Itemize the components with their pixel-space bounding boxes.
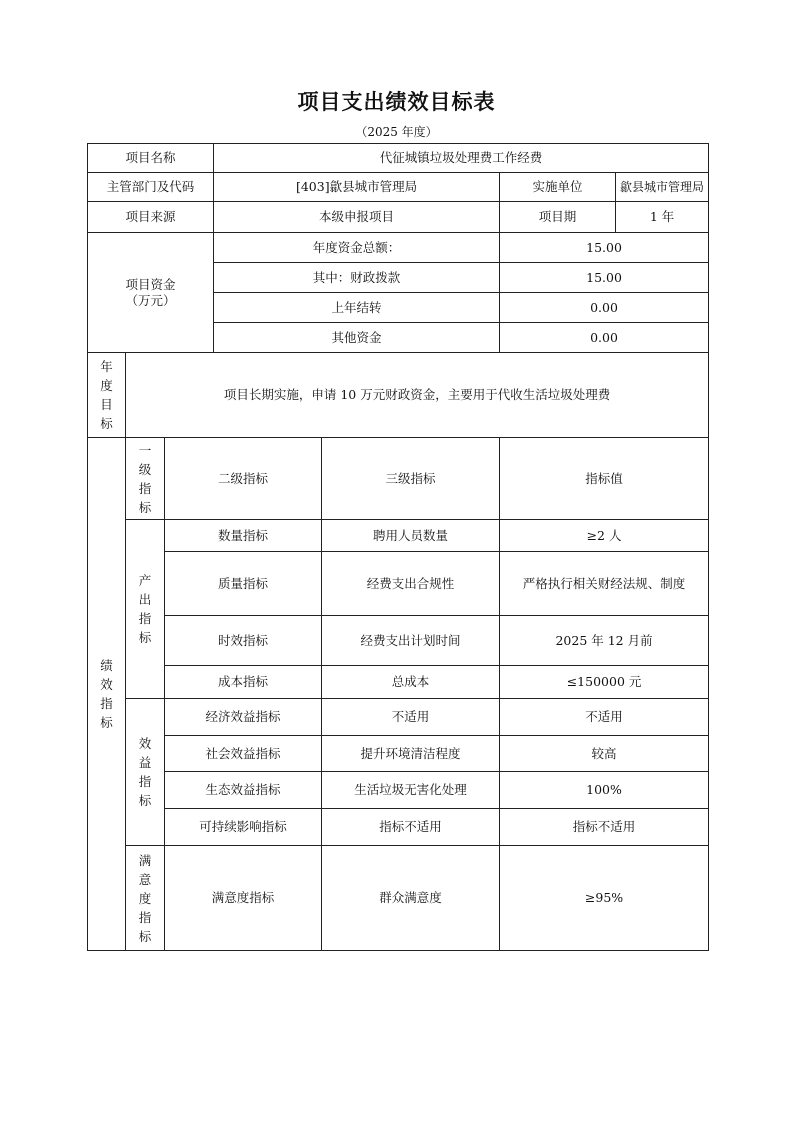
output-l2: 数量指标 <box>165 520 322 552</box>
fund-value: 15.00 <box>500 263 709 293</box>
benefit-l3: 不适用 <box>322 699 500 736</box>
benefit-l2: 生态效益指标 <box>165 772 322 809</box>
project-name-value: 代征城镇垃圾处理费工作经费 <box>214 144 709 173</box>
fund-label: 其他资金 <box>214 323 500 353</box>
benefit-l2: 可持续影响指标 <box>165 809 322 846</box>
satisfaction-l3: 群众满意度 <box>322 846 500 951</box>
annual-goal-row <box>88 353 709 438</box>
funds-row-0 <box>88 233 709 263</box>
perf-label: 绩 效 指 标 <box>88 438 126 951</box>
output-l3: 经费支出合规性 <box>322 552 500 616</box>
funds-unit: （万元） <box>125 292 176 308</box>
benefit-row-2 <box>88 772 709 809</box>
output-row-0 <box>88 520 709 552</box>
funds-label: 项目资金 <box>125 276 176 292</box>
output-l3: 聘用人员数量 <box>322 520 500 552</box>
indicator-header-row <box>88 438 709 520</box>
output-value: ≤150000 元 <box>500 666 709 699</box>
source-value: 本级申报项目 <box>214 202 500 233</box>
output-l2: 时效指标 <box>165 616 322 666</box>
benefit-value: 指标不适用 <box>500 809 709 846</box>
output-row-2 <box>88 616 709 666</box>
benefit-value: 较高 <box>500 736 709 772</box>
output-l3: 经费支出计划时间 <box>322 616 500 666</box>
fund-value: 0.00 <box>500 293 709 323</box>
period-value: 1 年 <box>616 202 709 233</box>
output-value: 严格执行相关财经法规、制度 <box>500 552 709 616</box>
fund-value: 15.00 <box>500 233 709 263</box>
benefit-label: 效 益 指 标 <box>126 699 165 846</box>
satisfaction-label: 满 意 度 指 标 <box>126 846 165 951</box>
benefit-l3: 生活垃圾无害化处理 <box>322 772 500 809</box>
dept-value: [403]歙县城市管理局 <box>214 173 500 202</box>
page-title: 项目支出绩效目标表 <box>297 90 496 114</box>
fund-label: 其中：财政拨款 <box>214 263 500 293</box>
dept-label: 主管部门及代码 <box>88 173 214 202</box>
impl-value: 歙县城市管理局 <box>616 173 709 202</box>
benefit-row-1 <box>88 736 709 772</box>
annual-goal-label: 年 度 目 标 <box>88 353 126 438</box>
benefit-l2: 经济效益指标 <box>165 699 322 736</box>
fund-value: 0.00 <box>500 323 709 353</box>
output-l2: 成本指标 <box>165 666 322 699</box>
level3-header: 三级指标 <box>322 438 500 520</box>
output-l3: 总成本 <box>322 666 500 699</box>
annual-goal-text: 项目长期实施，申请 10 万元财政资金，主要用于代收生活垃圾处理费 <box>126 353 709 438</box>
funds-label-cell <box>88 233 214 353</box>
benefit-row-3 <box>88 809 709 846</box>
impl-label: 实施单位 <box>500 173 616 202</box>
project-name-label: 项目名称 <box>88 144 214 173</box>
performance-target-table <box>87 143 709 951</box>
source-label: 项目来源 <box>88 202 214 233</box>
benefit-l3: 指标不适用 <box>322 809 500 846</box>
benefit-l2: 社会效益指标 <box>165 736 322 772</box>
level1-header: 一 级 指 标 <box>126 438 165 520</box>
fund-label: 年度资金总额： <box>214 233 500 263</box>
satisfaction-l2: 满意度指标 <box>165 846 322 951</box>
satisfaction-row <box>88 846 709 951</box>
output-l2: 质量指标 <box>165 552 322 616</box>
period-label: 项目期 <box>500 202 616 233</box>
level2-header: 二级指标 <box>165 438 322 520</box>
output-label: 产 出 指 标 <box>126 520 165 699</box>
dept-row <box>88 173 709 202</box>
fund-label: 上年结转 <box>214 293 500 323</box>
output-value: 2025 年 12 月前 <box>500 616 709 666</box>
value-header: 指标值 <box>500 438 709 520</box>
project-name-row <box>88 144 709 173</box>
benefit-value: 100% <box>500 772 709 809</box>
output-value: ≥2 人 <box>500 520 709 552</box>
year-label: （2025 年度） <box>355 125 438 139</box>
satisfaction-value: ≥95% <box>500 846 709 951</box>
benefit-value: 不适用 <box>500 699 709 736</box>
output-row-1 <box>88 552 709 616</box>
benefit-l3: 提升环境清洁程度 <box>322 736 500 772</box>
benefit-row-0 <box>88 699 709 736</box>
output-row-3 <box>88 666 709 699</box>
source-row <box>88 202 709 233</box>
